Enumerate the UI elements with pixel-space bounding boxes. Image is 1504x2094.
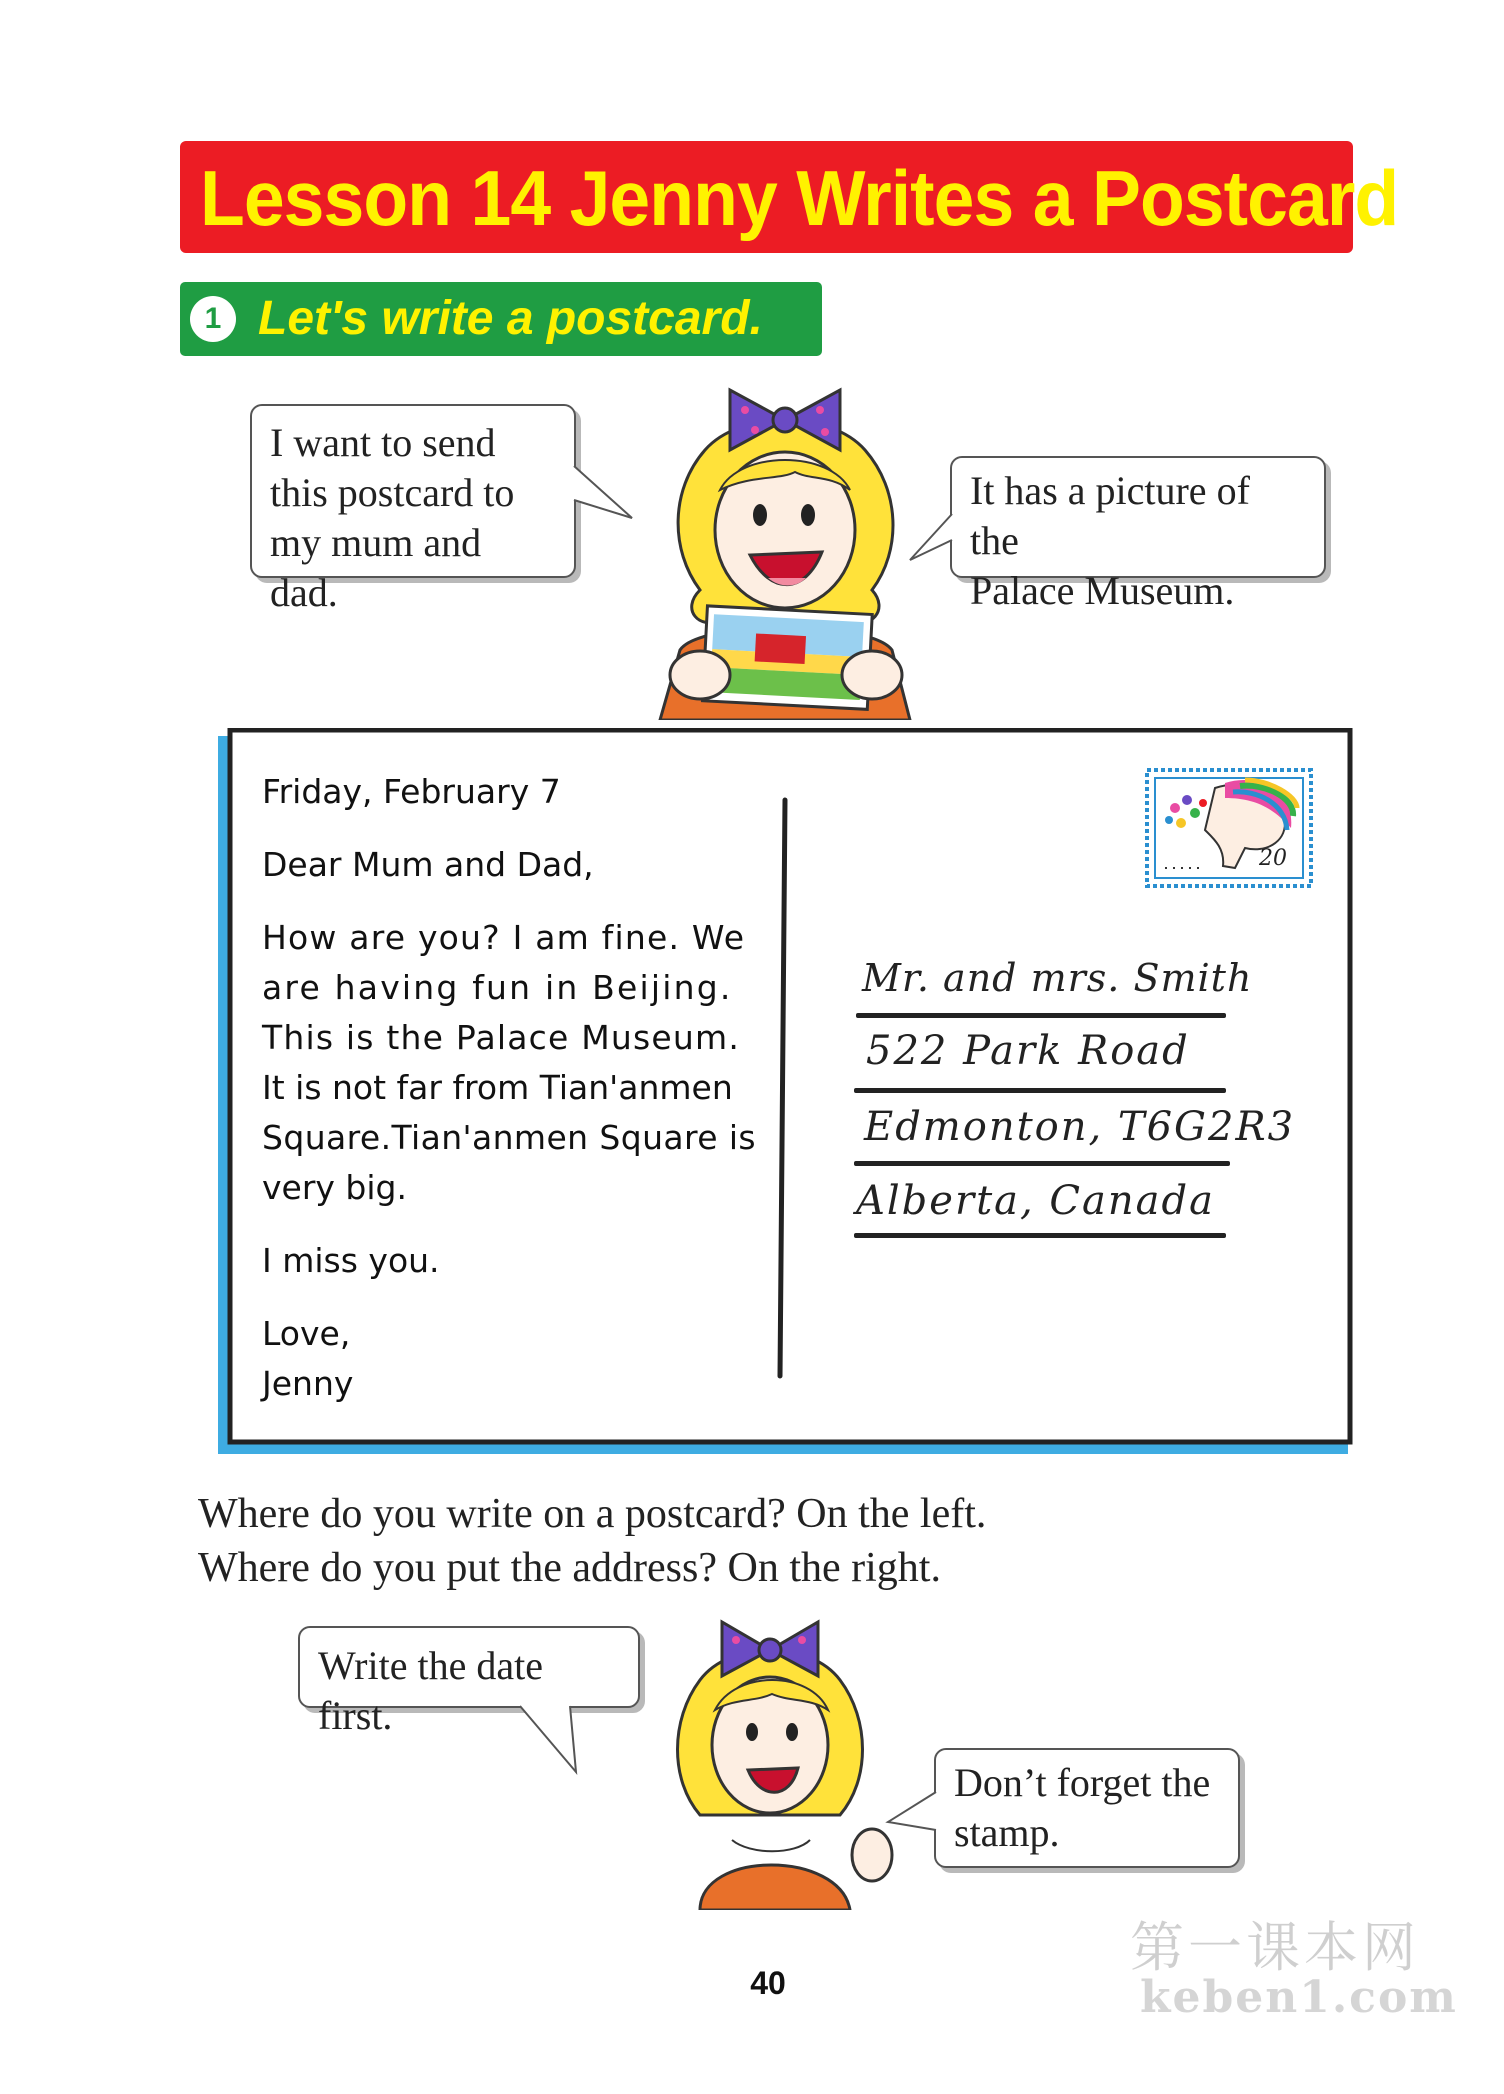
bubble-line: my mum and dad.: [270, 520, 482, 615]
stamp-value: 20: [1259, 846, 1287, 871]
postcard-body-line: very big.: [262, 1168, 407, 1207]
address-underline: [854, 1161, 1230, 1166]
bubble-line: stamp.: [954, 1810, 1060, 1855]
address-underline: [854, 1088, 1226, 1093]
postcard-closing: Love,: [262, 1314, 351, 1353]
bubble-line: Palace Museum.: [970, 568, 1235, 613]
speech-bubble-stamp: [934, 1748, 1240, 1868]
bubble-tail: [520, 1706, 590, 1776]
postcard-miss-you: I miss you.: [262, 1241, 440, 1280]
postcard-body-line: This is the Palace Museum.: [262, 1018, 741, 1057]
bubble-line: Write the date first.: [318, 1643, 543, 1738]
postcard-date: Friday, February 7: [262, 772, 561, 811]
bubble-line: I want to send: [270, 420, 496, 465]
address-underline: [854, 1233, 1226, 1238]
jenny-holding-postcard-illustration: [610, 380, 960, 720]
address-line-name: Mr. and mrs. Smith: [862, 956, 1253, 1000]
speech-bubble-palace-museum: [950, 456, 1326, 613]
speech-bubble-send-postcard: [250, 404, 576, 615]
postcard: [210, 728, 1358, 1464]
section-heading: Let's write a postcard.: [258, 292, 763, 345]
postcard-body-line: How are you? I am fine. We: [262, 918, 746, 957]
question-line: Where do you write on a postcard? On the left.: [198, 1491, 987, 1537]
watermark-site: keben1.com: [1140, 1972, 1458, 2023]
postcard-body-line: are having fun in Beijing.: [262, 968, 733, 1007]
stamp-art: [1145, 768, 1313, 888]
bubble-line: It has a picture of the: [970, 468, 1250, 563]
bubble-line: Don’t forget the: [954, 1760, 1211, 1805]
watermark-chinese: 第一课本网: [1130, 1916, 1420, 1979]
postcard-body-line: It is not far from Tian'anmen: [262, 1068, 733, 1107]
address-underline: [856, 1013, 1226, 1018]
lesson-title: Lesson 14 Jenny Writes a Postcard: [200, 154, 1399, 242]
speech-bubble-date-first: [298, 1626, 640, 1738]
bubble-line: this postcard to: [270, 470, 515, 515]
postcard-body-line: Square.Tian'anmen Square is: [262, 1118, 757, 1157]
address-line-street: 522 Park Road: [866, 1028, 1190, 1074]
jenny-waving-illustration: [660, 1610, 900, 1910]
stamp: [1145, 768, 1313, 888]
page-number: 40: [750, 1965, 786, 2001]
postcard-greeting: Dear Mum and Dad,: [262, 845, 594, 884]
address-line-city: Edmonton, T6G2R3: [864, 1104, 1296, 1150]
postcard-signature: Jenny: [262, 1364, 354, 1403]
address-line-country: Alberta, Canada: [856, 1178, 1215, 1224]
question-line: Where do you put the address? On the right.: [198, 1545, 941, 1591]
section-number-badge: 1: [190, 296, 236, 342]
